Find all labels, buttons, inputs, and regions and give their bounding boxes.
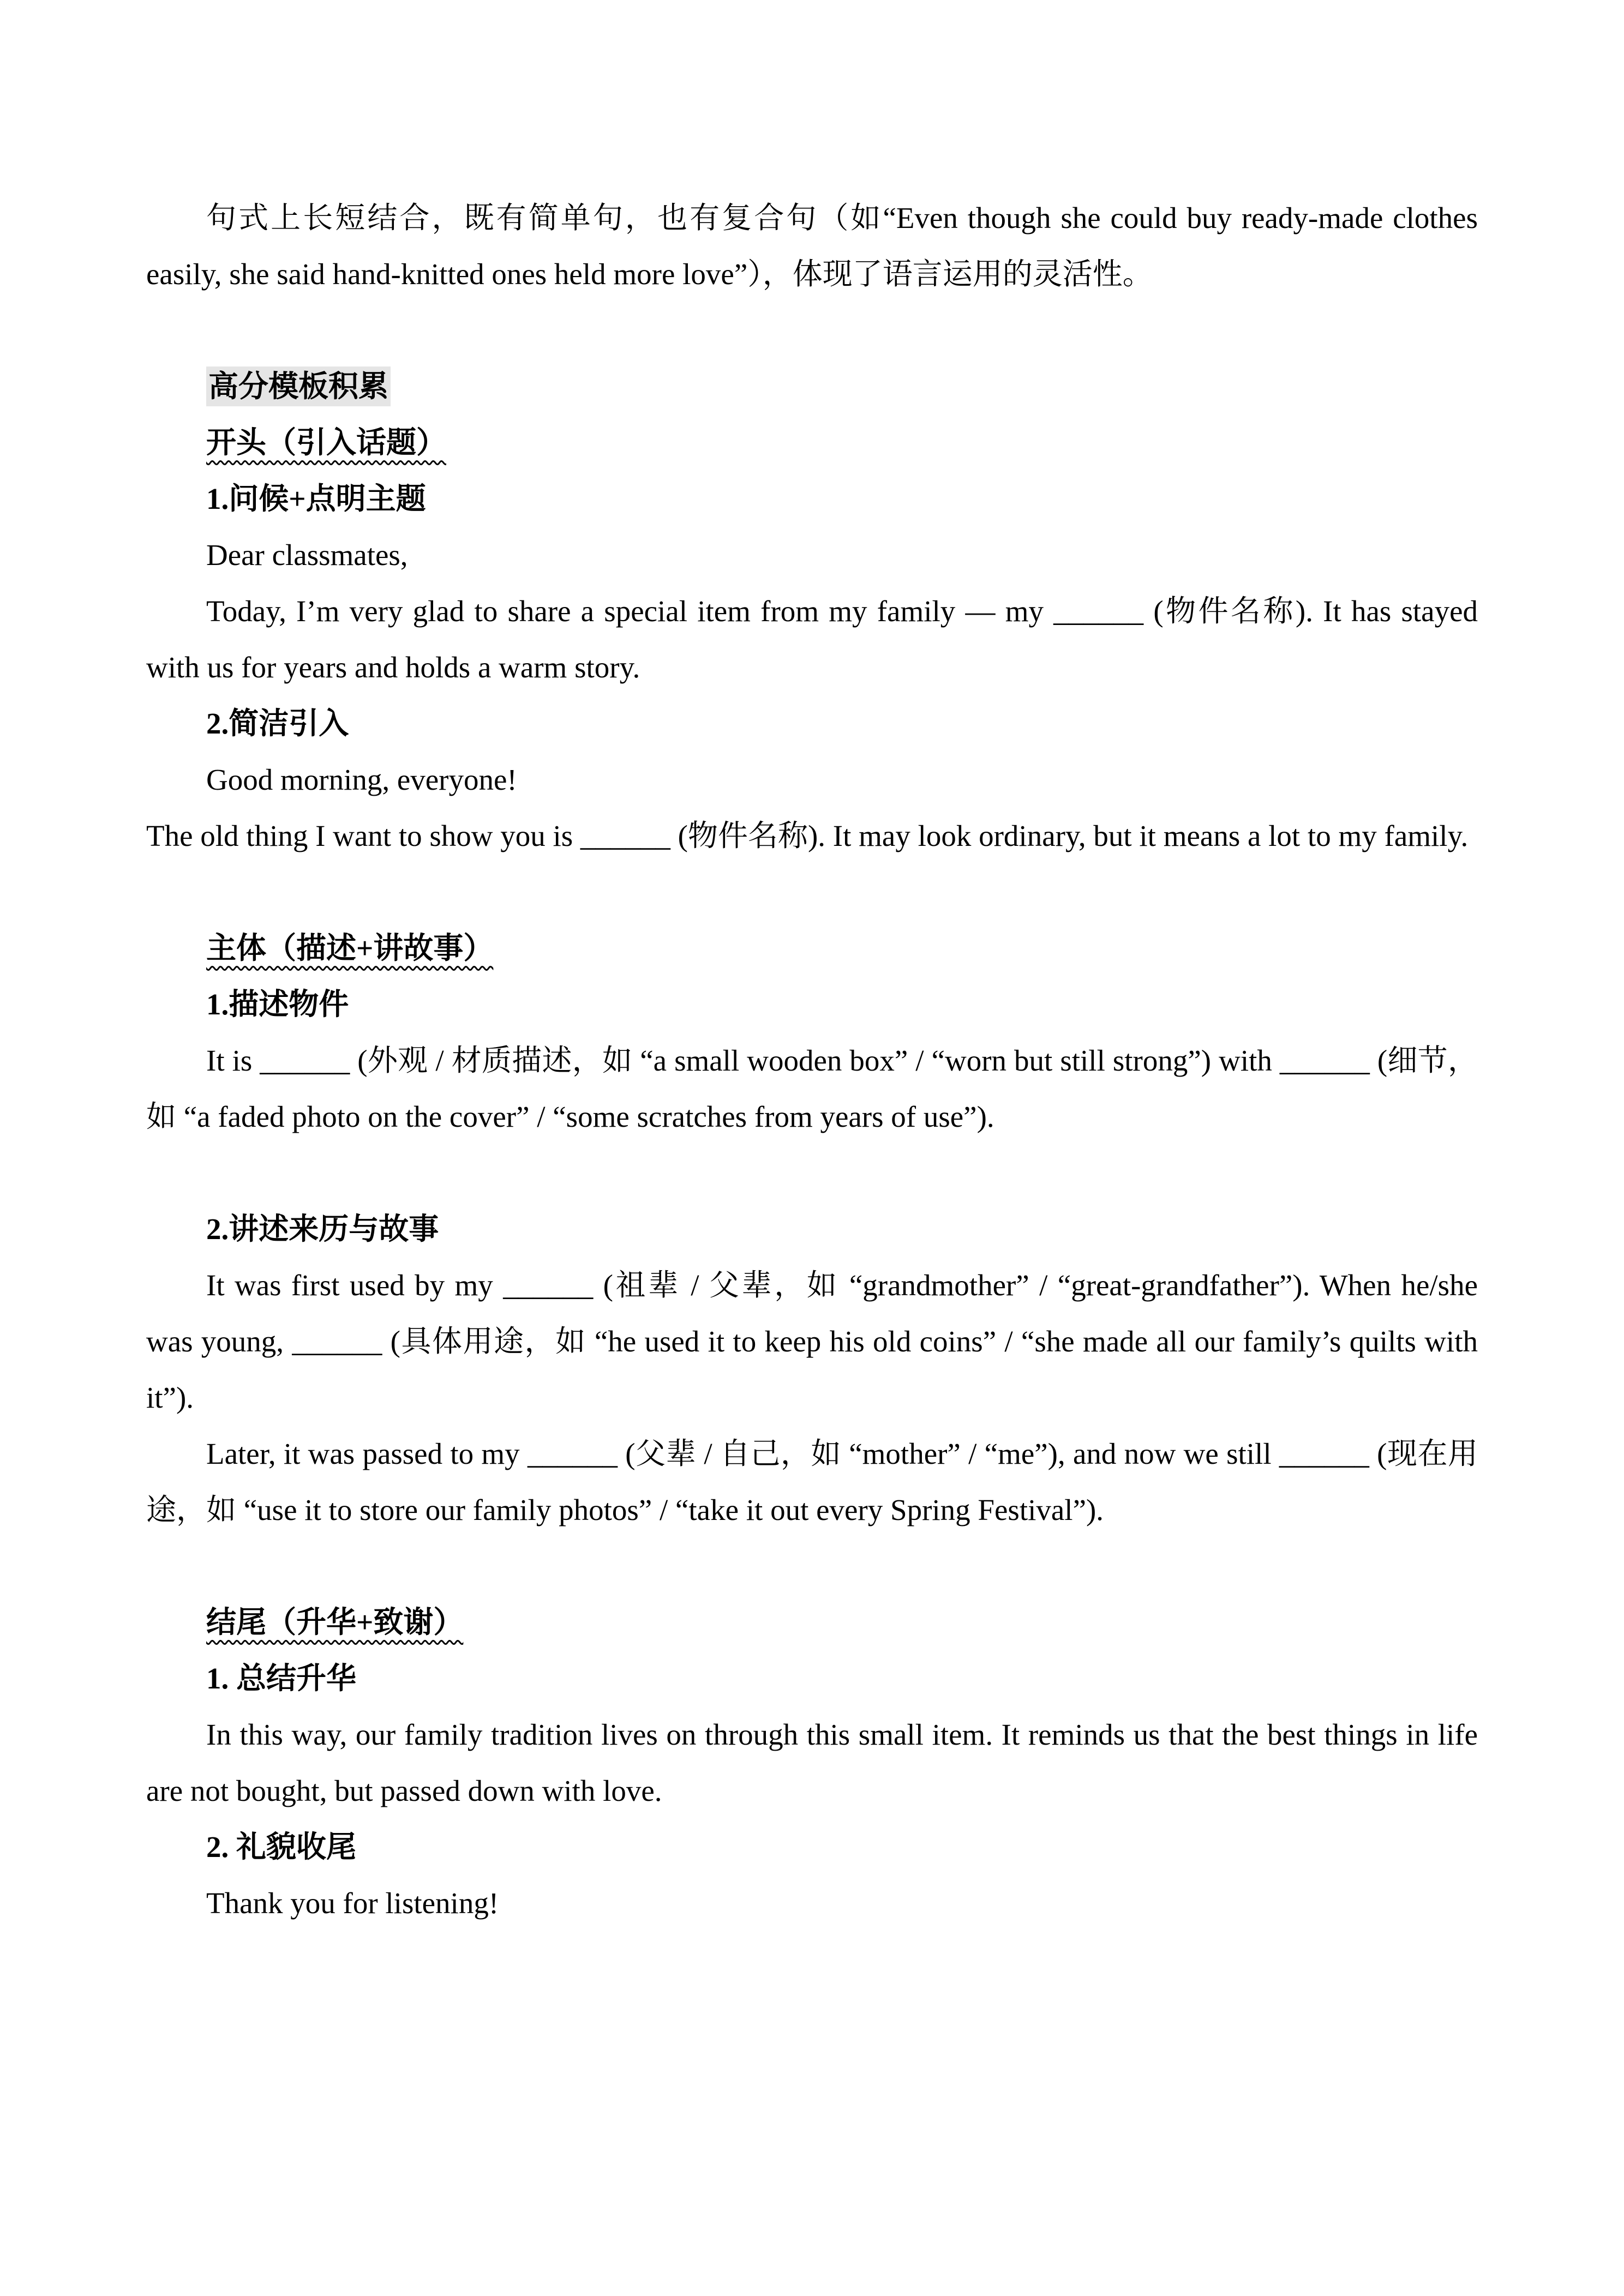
section-title-highlight: 高分模板积累	[206, 366, 391, 406]
blank-line	[146, 864, 1478, 920]
ending-heading-text: 结尾（升华+致谢）	[206, 1606, 464, 1639]
greeting-line: Good morning, everyone!	[206, 763, 517, 796]
opening-point2-body: The old thing I want to show you is ______ (物件名称). It may look ordinary, but it means a lot to my family.	[146, 819, 1469, 852]
closing-line: Thank you for listening!	[206, 1886, 499, 1920]
body-point2-body2: Later, it was passed to my ______ (父辈 / 自己，如 “mother” / “me”), and now we still ______ (现在用途，如 “use it to store our family photos” / “take it out every Spring Festival”).	[146, 1437, 1478, 1526]
ending-point1-body: In this way, our family tradition lives on through this small item. It reminds us that the best things in life are not bought, but passed down with love.	[146, 1718, 1478, 1807]
intro-paragraph: 句式上长短结合，既有简单句，也有复合句（如“Even though she could buy ready-made clothes easily, she said hand-knitted ones held more love”），体现了语言运用的灵活性。	[146, 201, 1478, 291]
body-point2-title: 2.讲述来历与故事	[206, 1212, 439, 1246]
body-point1-title: 1.描述物件	[206, 988, 349, 1021]
body-heading	[146, 920, 1478, 976]
opening-point1-body: Today, I’m very glad to share a special item from my family — my ______ (物件名称). It has stayed with us for years and holds a warm story.	[146, 594, 1478, 684]
ending-heading	[146, 1594, 1478, 1650]
section-title-paragraph	[146, 358, 1478, 414]
body-point1-body: It is ______ (外观 / 材质描述，如 “a small wooden box” / “worn but still strong”) with ______ (细节，如 “a faded photo on the cover” / “some scratches from years of use”).	[146, 1044, 1478, 1133]
body-point2-body1: It was first used by my ______ (祖辈 / 父辈，如 “grandmother” / “great-grandfather”). When he/she was young, ______ (具体用途，如 “he used it to keep his old coins” / “she made all our family’s quilts with it”).	[146, 1269, 1478, 1414]
opening-point1-title: 1.问候+点明主题	[206, 482, 426, 515]
salutation-line: Dear classmates,	[206, 538, 408, 572]
opening-heading-text: 开头（引入话题）	[206, 426, 447, 459]
blank-line	[146, 1538, 1478, 1594]
body-heading-text: 主体（描述+讲故事）	[206, 931, 494, 965]
ending-point1-title: 1. 总结升华	[206, 1662, 357, 1695]
opening-heading	[146, 414, 1478, 471]
opening-point2-title: 2.简洁引入	[206, 707, 349, 740]
blank-line	[146, 1145, 1478, 1201]
blank-line	[146, 302, 1478, 358]
ending-point2-title: 2. 礼貌收尾	[206, 1830, 357, 1864]
